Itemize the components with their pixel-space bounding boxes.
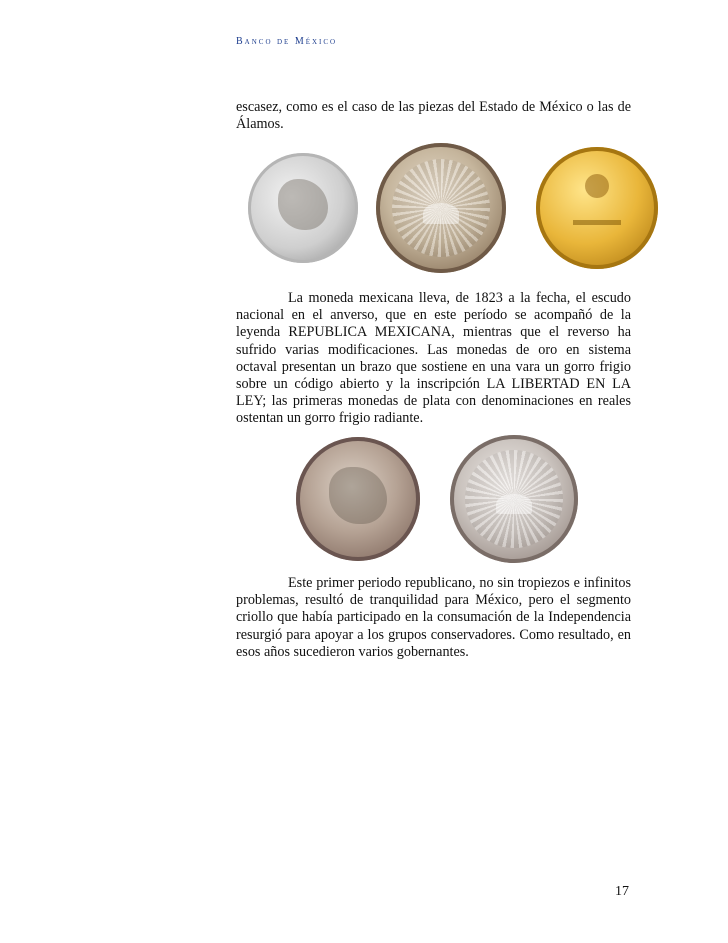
liberty-cap-icon (585, 174, 609, 198)
phrygian-cap-icon (423, 203, 459, 224)
running-header: Banco de México (236, 36, 338, 47)
silver-coin-eagle-image (296, 437, 420, 561)
paragraph-republican-period: Este primer periodo republicano, no sin tropiezos e infinitos problemas, resultó de tranquilidad para México, pero el segmento criollo que había participado en la consumación de la Independencia resurgió para apoyar a los grupos conservadores. Como resultado, en esos años sucedieron varios gobernantes. (236, 575, 631, 660)
phrygian-cap-icon (496, 494, 532, 514)
silver-coin-radiant-cap-image (450, 435, 578, 563)
gold-coin-scales-image (536, 147, 658, 269)
silver-coin-eagle-image (248, 153, 358, 263)
paragraph-coin-description: La moneda mexicana lleva, de 1823 a la fecha, el escudo nacional en el anverso, que en este período se acompañó de la leyenda REPUBLICA MEXICANA, mientras que el reverso ha sufrido varias modificaciones. Las monedas de oro en sistema octaval presentan un brazo que sostiene en una vara un gorro frigio sobre un código abierto y la inscripción LA LIBERTAD EN LA LEY; las primeras monedas de plata con denominaciones en reales ostentan un gorro frigio radiante. (236, 290, 631, 427)
eagle-emblem-icon (278, 179, 329, 230)
silver-coin-radiant-cap-image (376, 143, 506, 273)
eagle-emblem-icon (329, 467, 386, 524)
scales-icon (573, 220, 622, 225)
page-number: 17 (615, 884, 629, 899)
coin-images-row-2 (296, 435, 578, 563)
coin-images-row-1 (248, 143, 658, 273)
paragraph-continuation: escasez, como es el caso de las piezas del Estado de México o las de Álamos. (236, 99, 631, 133)
